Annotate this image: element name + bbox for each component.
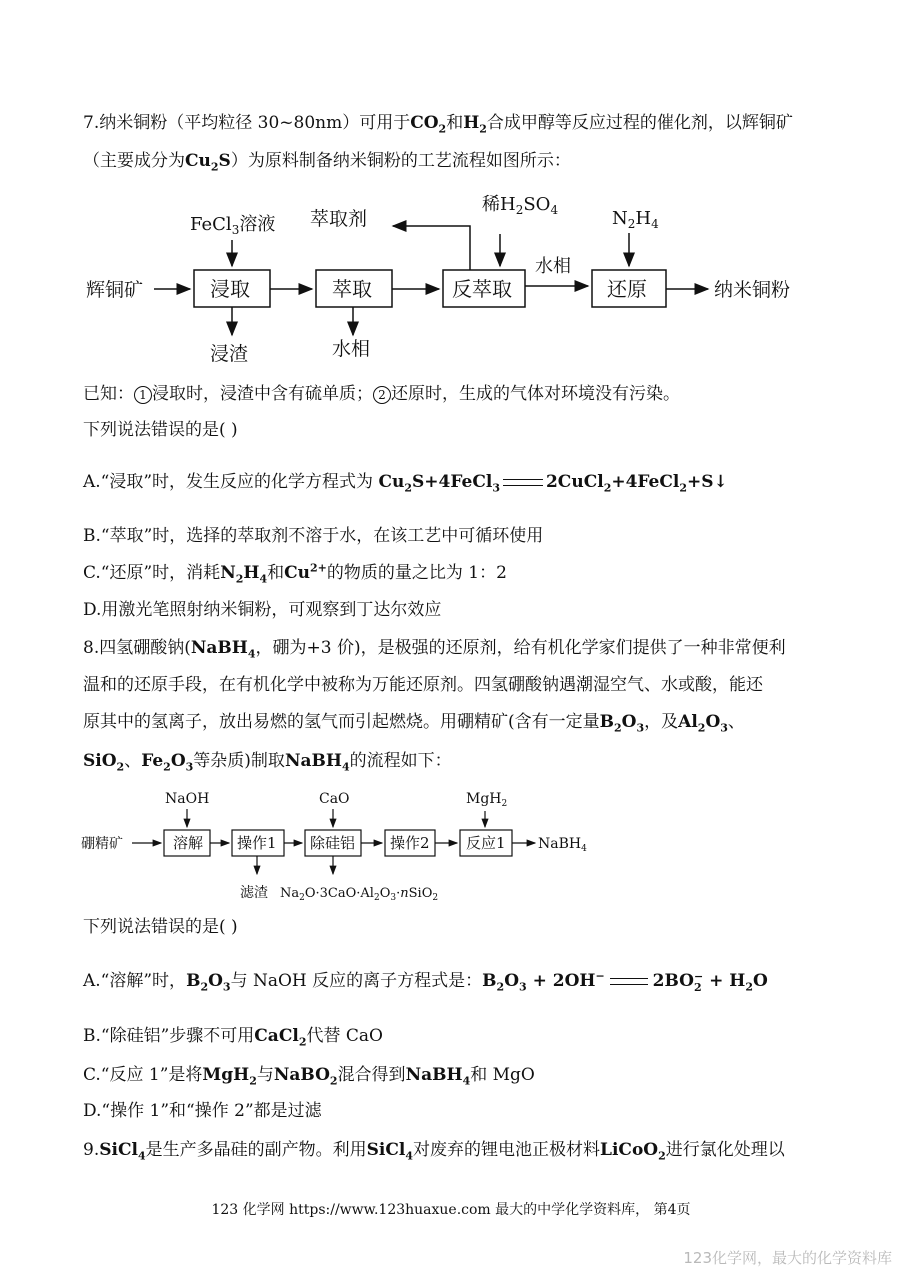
flow-op1-label: 操作1 [237,834,277,852]
q8-line-1: 8.四氢硼酸钠(NaBH$_4$，硼为+3 价)，是极强的还原剂，给有机化学家们提供了一种非常便利 [83,638,786,661]
q7-ask: 下列说法错误的是( ) [83,420,238,440]
q8-line-3: 原其中的氢离子，放出易燃的氢气而引起燃烧。用硼精矿(含有一定量$B_2O_3$，及$Al_2O_3$、 [83,712,745,735]
flow-aqueous-1: 水相 [332,338,371,360]
flow-op2-label: 操作2 [390,834,430,852]
q7-line-2: （主要成分为$Cu_2S$）为原料制备纳米铜粉的工艺流程如图所示： [83,151,571,174]
q7-option-b: B.“萃取”时，选择的萃取剂不溶于水，在该工艺中可循环使用 [83,526,544,546]
flow-raw-boron: 硼精矿 [81,836,123,852]
q8-flow-diagram [80,780,610,908]
q8-ask: 下列说法错误的是( ) [83,917,238,937]
flow-dissolve-label: 溶解 [173,834,204,852]
q8-option-c: C.“反应 1”是将MgH$_2$与NaBO$_2$混合得到NaBH$_4$和 MgO [83,1065,535,1088]
watermark: 123化学网，最大的化学资料库 [683,1249,892,1267]
q7-known: 已知： 1 浸取时，浸渣中含有硫单质； 2 还原时，生成的气体对环境没有污染。 [83,384,680,404]
flow-residue: 浸渣 [210,343,249,365]
flow-leach-label: 浸取 [210,277,250,301]
flow-back-extract-label: 反萃取 [452,277,512,301]
flow-residue-2: 滤渣 [240,885,268,901]
flow-raw: 辉铜矿 [86,279,144,301]
q8-option-b: B.“除硅铝”步骤不可用CaCl$_2$代替 CaO [83,1026,383,1049]
flow-desilicon-label: 除硅铝 [310,834,356,852]
flow-product-nabh4: NaBH$_4$ [538,836,587,854]
q9-line-1: 9.SiCl$_4$是生产多晶硅的副产物。利用SiCl$_4$对废弃的锂电池正极材料LiCoO$_2$进行氯化处理以 [83,1140,785,1163]
flow-byproduct: $Na_2O\cdot 3CaO\cdot Al_2O_3\cdot nSiO_2$ [280,886,439,903]
q8-option-d: D.“操作 1”和“操作 2”都是过滤 [83,1101,322,1121]
flow-product: 纳米铜粉 [714,279,791,301]
flow-naoh: NaOH [165,791,210,807]
q7-option-c: C.“还原”时，消耗$N_2H_4$和$Cu^{2+}$的物质的量之比为 1：2 [83,561,507,586]
flow-aqueous-2: 水相 [535,256,571,277]
q7-option-a: A.“浸取”时，发生反应的化学方程式为 $Cu_2S+4FeCl_3$ 2CuCl$_2$+4FeCl$_2$+S↓ [83,472,728,495]
flow-extract-label: 萃取 [332,277,372,301]
flow-h2so4: 稀$H_2SO_4$ [482,194,559,217]
q8-line-2: 温和的还原手段，在有机化学中被称为万能还原剂。四氢硼酸钠遇潮湿空气、水或酸，能还 [83,675,763,695]
flow-n2h4: $N_2H_4$ [612,208,659,231]
q7-option-d: D.用激光笔照射纳米铜粉，可观察到丁达尔效应 [83,600,442,620]
q7-line-1: 7.纳米铜粉（平均粒径 30~80nm）可用于$CO_2$和$H_2$合成甲醇等反应过程的催化剂，以辉铜矿 [83,113,793,136]
flow-reaction1-label: 反应1 [466,834,506,852]
flow-extractant: 萃取剂 [310,208,368,230]
flow-reduce-label: 还原 [607,277,647,301]
flow-cao: CaO [319,791,350,807]
flow-fecl3: FeCl$_3$溶液 [190,214,276,237]
q8-line-4: SiO$_2$、$Fe_2O_3$等杂质)制取NaBH$_4$的流程如下： [83,751,452,774]
q7-flow-diagram [80,190,820,375]
q8-option-a: A.“溶解”时，$B_2O_3$与 NaOH 反应的离子方程式是：$B_2O_3 + 2OH^-$ 2BO − 2 + $H_2O$ [83,969,768,994]
page-footer: 123 化学网 https://www.123huaxue.com 最大的中学化学资料库， 第4页 [211,1202,691,1218]
flow-mgh2: MgH$_2$ [466,791,508,809]
